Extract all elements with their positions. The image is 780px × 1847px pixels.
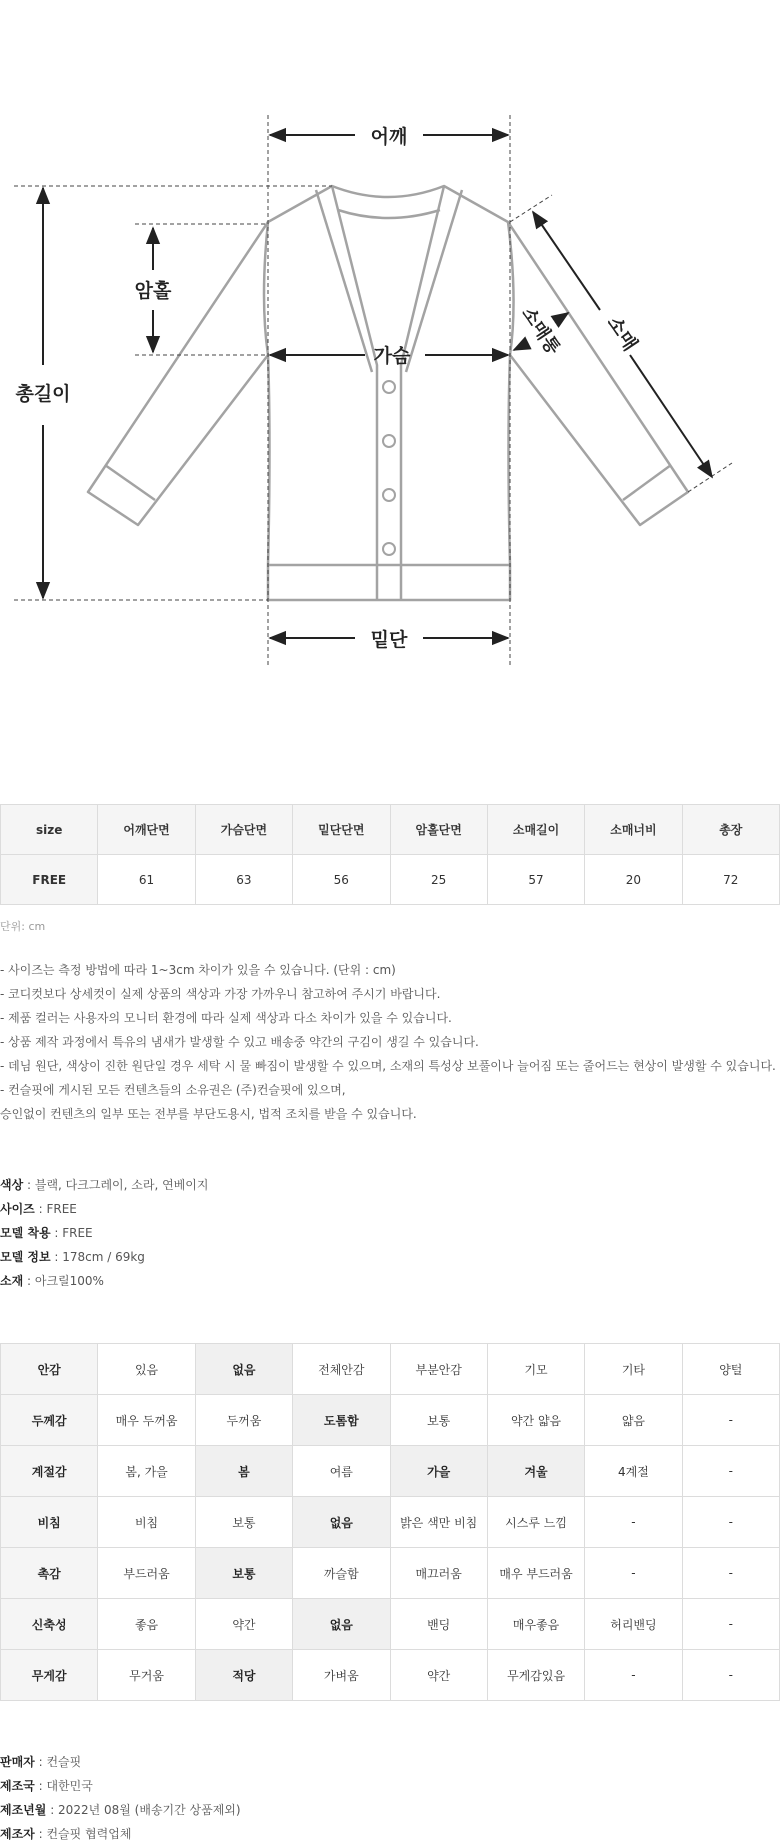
seller-value: : 컨슬핏: [34, 1755, 82, 1769]
spec-label: 사이즈: [0, 1202, 35, 1216]
label-hem: 밑단: [370, 629, 408, 651]
size-table-header: size: [1, 805, 98, 855]
fabric-cell: 부분안감: [390, 1344, 487, 1395]
fabric-cell: -: [585, 1497, 682, 1548]
spec-value: : 178cm / 69kg: [50, 1250, 145, 1264]
notice-item: - 코디컷보다 상세컷이 실제 상품의 색상과 가장 가까우니 참고하여 주시기 바랍니다.: [0, 987, 441, 1001]
fabric-cell: 4계절: [585, 1446, 682, 1497]
fabric-cell: 비침: [98, 1497, 195, 1548]
seller-row: [0, 1774, 241, 1798]
measure-guides: [14, 115, 732, 665]
fabric-cell: 밝은 색만 비침: [390, 1497, 487, 1548]
label-armhole: 암홀: [134, 280, 172, 302]
size-table-cell: 56: [293, 855, 390, 905]
table-row: [1, 855, 780, 905]
seller-row: [0, 1750, 241, 1774]
fabric-cell: 약간: [195, 1599, 292, 1650]
spec-label: 소재: [0, 1274, 24, 1288]
label-chest: 가슴: [373, 345, 411, 367]
spec-value: : 아크릴100%: [23, 1274, 104, 1288]
fabric-cell: 허리밴딩: [585, 1599, 682, 1650]
fabric-cell: -: [585, 1650, 682, 1701]
fabric-cell: 약간: [390, 1650, 487, 1701]
spec-value: : FREE: [50, 1226, 93, 1240]
fabric-cell: 없음: [293, 1497, 390, 1548]
fabric-cell: 보통: [390, 1395, 487, 1446]
spec-row: [0, 1197, 208, 1221]
size-table-header: 총장: [682, 805, 779, 855]
table-row: [1, 1344, 780, 1395]
fabric-cell: 무거움: [98, 1650, 195, 1701]
size-table-header-row: [1, 805, 780, 855]
notice-item: 승인없이 컨텐츠의 일부 또는 전부를 부단도용시, 법적 조치를 받을 수 있습니다.: [0, 1107, 417, 1121]
notice-list: [0, 958, 780, 1126]
fabric-cell: 기모: [487, 1344, 584, 1395]
fabric-cell: 얇음: [585, 1395, 682, 1446]
fabric-cell: 봄, 가을: [98, 1446, 195, 1497]
size-table-cell: 25: [390, 855, 487, 905]
size-table-header: 소매너비: [585, 805, 682, 855]
label-sleeve-width: 소매통: [517, 303, 564, 359]
table-row: [1, 1599, 780, 1650]
seller-label: 제조자: [0, 1827, 35, 1841]
fabric-cell: 촉감: [1, 1548, 98, 1599]
fabric-cell: 좋음: [98, 1599, 195, 1650]
spec-row: [0, 1221, 208, 1245]
spec-label: 모델 착용: [0, 1226, 51, 1240]
size-table-cell: 57: [487, 855, 584, 905]
fabric-cell: 매우 부드러움: [487, 1548, 584, 1599]
seller-row: [0, 1798, 241, 1822]
fabric-table: [0, 1343, 780, 1701]
size-table-header: 어깨단면: [98, 805, 195, 855]
fabric-cell: 비침: [1, 1497, 98, 1548]
spec-row: [0, 1269, 208, 1293]
size-table-header: 소매길이: [487, 805, 584, 855]
table-row: [1, 1650, 780, 1701]
notice-item: - 데님 원단, 색상이 진한 원단일 경우 세탁 시 물 빠짐이 발생할 수 있으며, 소재의 특성상 보풀이나 늘어짐 또는 줄어드는 현상이 발생할 수 있습니다.: [0, 1059, 776, 1073]
notice-item: - 제품 컬러는 사용자의 모니터 환경에 따라 실제 색상과 다소 차이가 있을 수 있습니다.: [0, 1011, 452, 1025]
fabric-cell: 가을: [390, 1446, 487, 1497]
fabric-cell: 계절감: [1, 1446, 98, 1497]
fabric-cell: 전체안감: [293, 1344, 390, 1395]
fabric-cell: 겨울: [487, 1446, 584, 1497]
fabric-cell: 안감: [1, 1344, 98, 1395]
fabric-cell: 여름: [293, 1446, 390, 1497]
fabric-cell: 부드러움: [98, 1548, 195, 1599]
fabric-cell: 봄: [195, 1446, 292, 1497]
fabric-cell: 밴딩: [390, 1599, 487, 1650]
size-table-header: 암홀단면: [390, 805, 487, 855]
fabric-cell: 보통: [195, 1497, 292, 1548]
fabric-cell: -: [682, 1548, 779, 1599]
table-row: [1, 1446, 780, 1497]
fabric-cell: 도톰함: [293, 1395, 390, 1446]
fabric-cell: 두께감: [1, 1395, 98, 1446]
notice-item: - 사이즈는 측정 방법에 따라 1~3cm 차이가 있을 수 있습니다. (단위 : cm): [0, 963, 396, 977]
seller-value: : 대한민국: [34, 1779, 93, 1793]
fabric-cell: 보통: [195, 1548, 292, 1599]
label-length: 총길이: [15, 383, 71, 405]
size-table-cell: 63: [195, 855, 292, 905]
spec-label: 색상: [0, 1178, 24, 1192]
fabric-cell: 무게감: [1, 1650, 98, 1701]
seller-info: [0, 1750, 241, 1846]
fabric-cell: 가벼움: [293, 1650, 390, 1701]
spec-value: : 블랙, 다크그레이, 소라, 연베이지: [23, 1178, 209, 1192]
fabric-cell: 매우좋음: [487, 1599, 584, 1650]
fabric-cell: 까슬함: [293, 1548, 390, 1599]
fabric-cell: 적당: [195, 1650, 292, 1701]
seller-row: [0, 1822, 241, 1846]
size-table-cell: 61: [98, 855, 195, 905]
fabric-cell: -: [682, 1650, 779, 1701]
fabric-cell: -: [682, 1599, 779, 1650]
fabric-cell: 시스루 느낌: [487, 1497, 584, 1548]
fabric-cell: 없음: [195, 1344, 292, 1395]
seller-label: 제조년월: [0, 1803, 47, 1817]
fabric-cell: 매우 두꺼움: [98, 1395, 195, 1446]
table-row: [1, 1395, 780, 1446]
notice-item: - 상품 제작 과정에서 특유의 냄새가 발생할 수 있고 배송중 약간의 구김이 생길 수 있습니다.: [0, 1035, 479, 1049]
table-row: [1, 1497, 780, 1548]
size-table-header: 밑단단면: [293, 805, 390, 855]
size-diagram: [0, 0, 780, 700]
size-table-cell: 20: [585, 855, 682, 905]
table-row: [1, 1548, 780, 1599]
fabric-cell: 두꺼움: [195, 1395, 292, 1446]
fabric-cell: 있음: [98, 1344, 195, 1395]
spec-value: : FREE: [34, 1202, 77, 1216]
notice-item: - 컨슬핏에 게시된 모든 컨텐츠들의 소유권은 (주)컨슬핏에 있으며,: [0, 1083, 346, 1097]
fabric-cell: 양털: [682, 1344, 779, 1395]
spec-row: [0, 1173, 208, 1197]
spec-label: 모델 정보: [0, 1250, 51, 1264]
size-table-cell: FREE: [1, 855, 98, 905]
seller-value: : 2022년 08월 (배송기간 상품제외): [46, 1803, 241, 1817]
size-table-cell: 72: [682, 855, 779, 905]
fabric-cell: 기타: [585, 1344, 682, 1395]
size-table-header: 가슴단면: [195, 805, 292, 855]
fabric-cell: -: [682, 1446, 779, 1497]
seller-label: 제조국: [0, 1779, 35, 1793]
fabric-cell: 없음: [293, 1599, 390, 1650]
seller-label: 판매자: [0, 1755, 35, 1769]
seller-value: : 컨슬핏 협력업체: [34, 1827, 132, 1841]
size-table: [0, 804, 780, 905]
product-specs: [0, 1173, 208, 1293]
fabric-cell: 신축성: [1, 1599, 98, 1650]
fabric-cell: 무게감있음: [487, 1650, 584, 1701]
spec-row: [0, 1245, 208, 1269]
fabric-cell: -: [682, 1395, 779, 1446]
unit-note: 단위: cm: [0, 920, 46, 933]
fabric-cell: 매끄러움: [390, 1548, 487, 1599]
fabric-cell: -: [682, 1497, 779, 1548]
label-shoulder: 어깨: [370, 126, 408, 148]
label-sleeve: 소매: [602, 312, 642, 356]
fabric-cell: -: [585, 1548, 682, 1599]
cardigan-buttons: [383, 381, 395, 555]
fabric-cell: 약간 얇음: [487, 1395, 584, 1446]
